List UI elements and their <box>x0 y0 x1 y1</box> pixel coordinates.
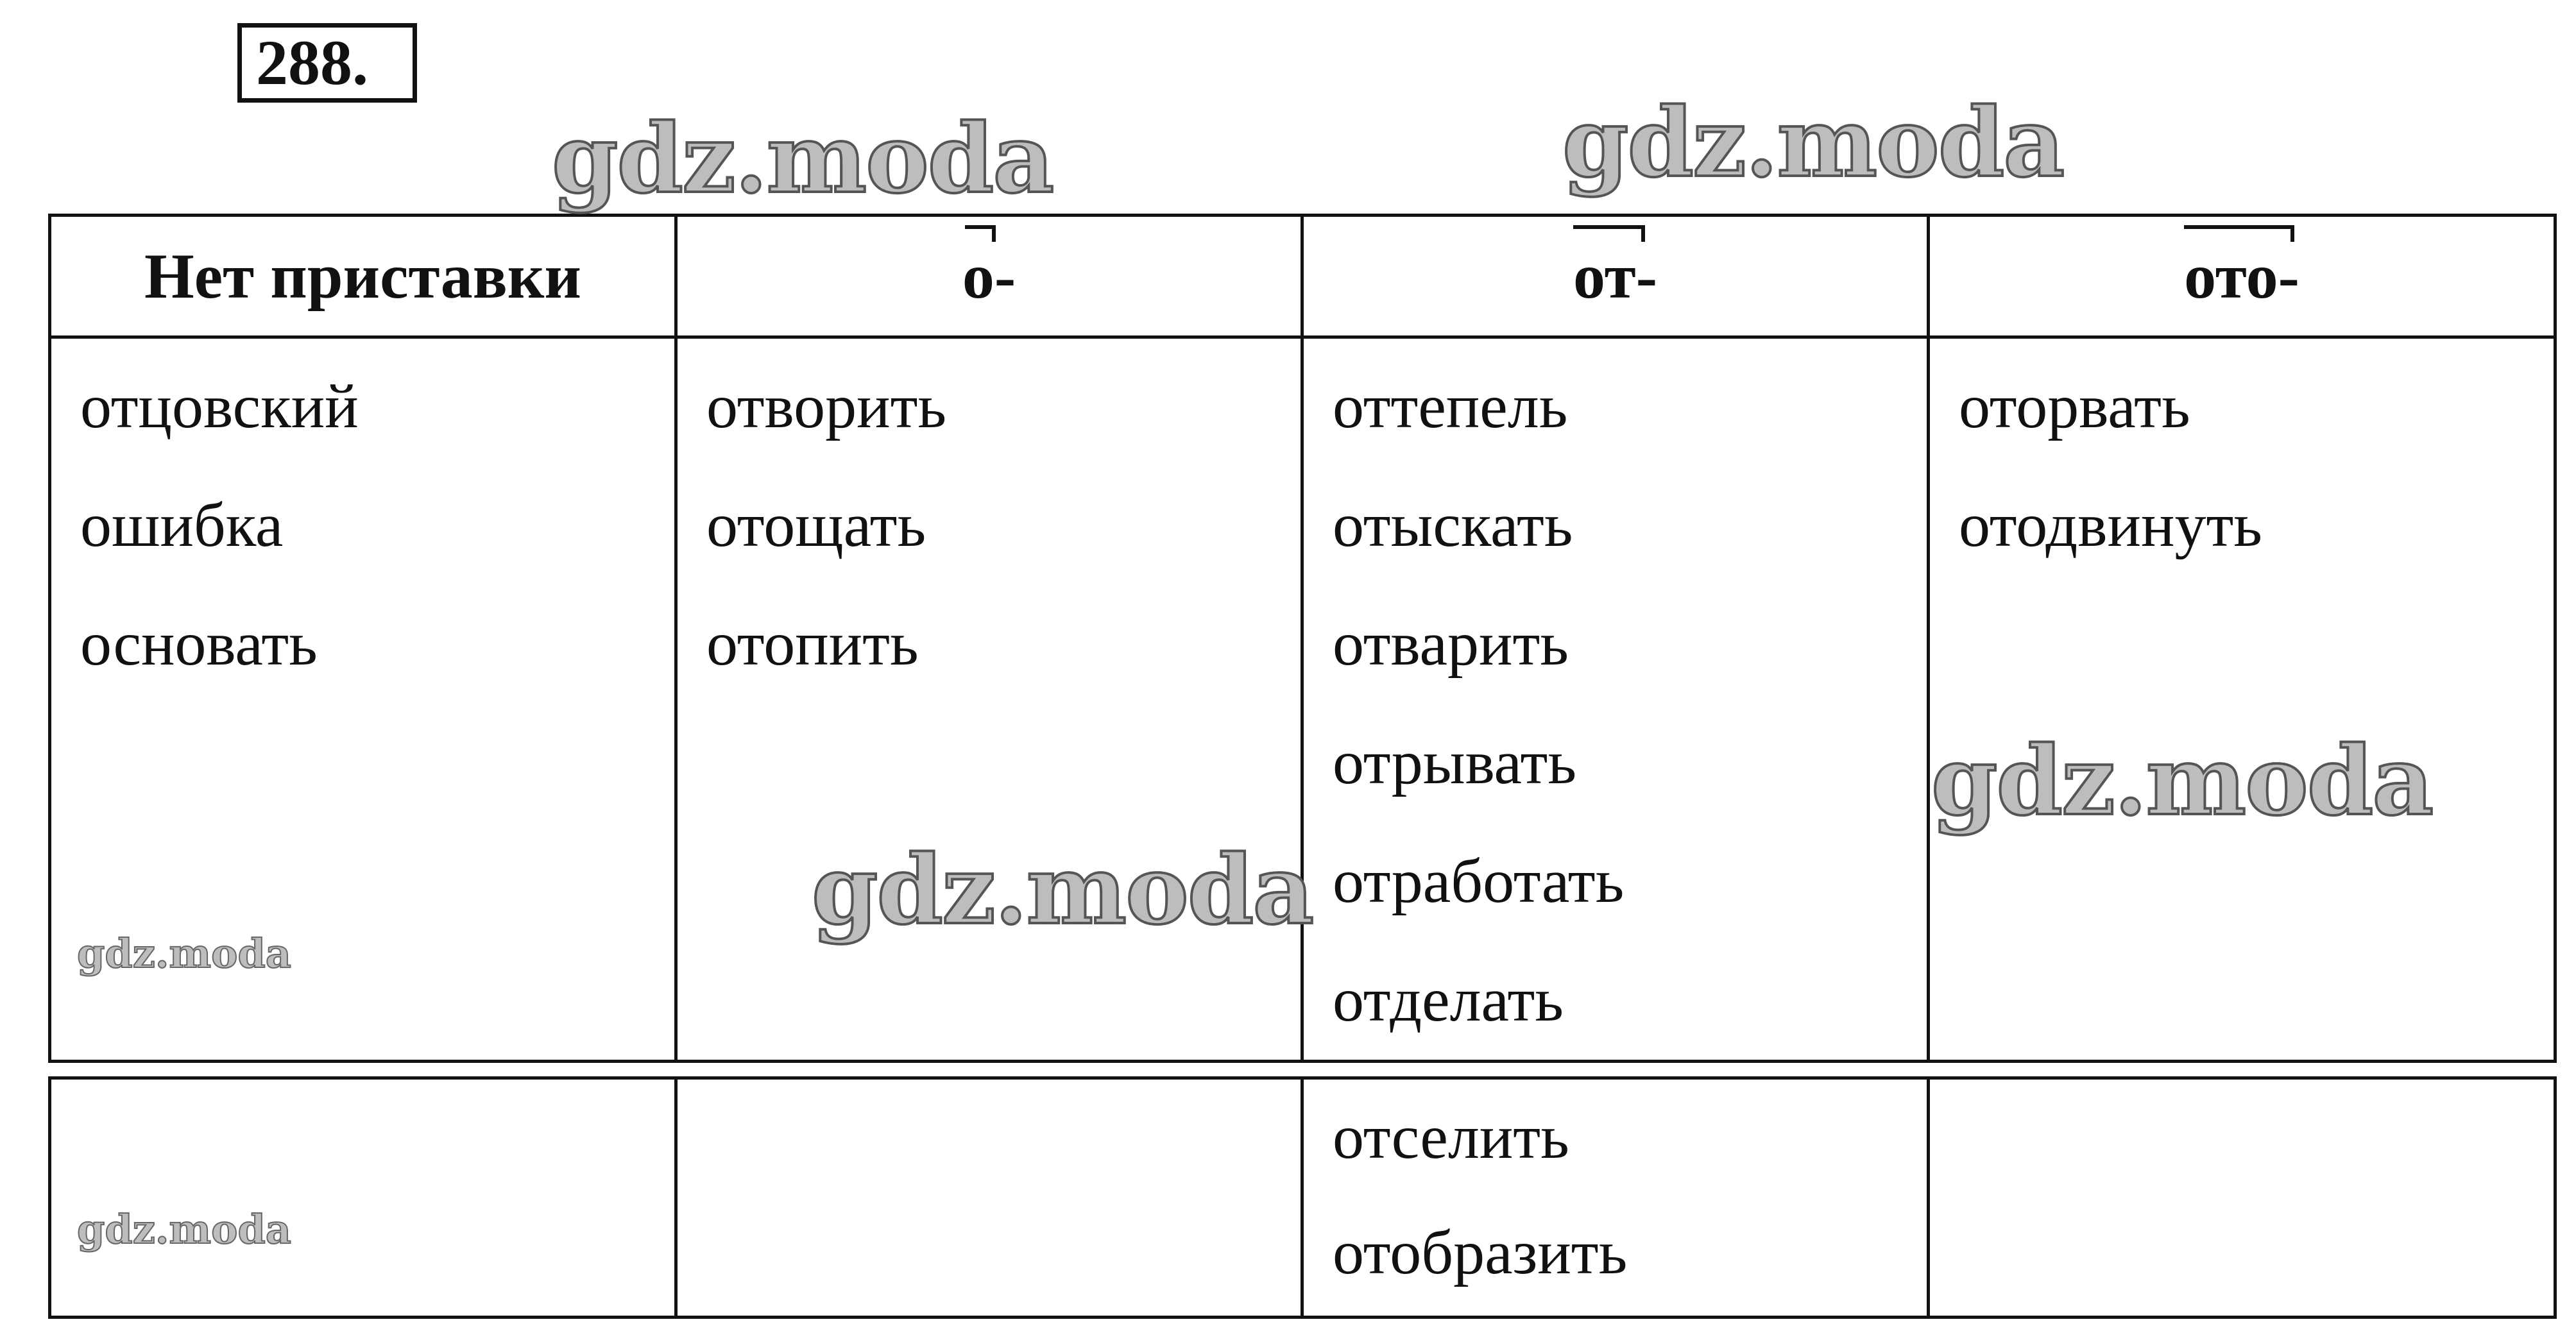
word-item: отделать <box>1333 965 1564 1035</box>
watermark: gdz.moda <box>77 1206 291 1253</box>
prefix-mark <box>2184 225 2294 242</box>
word-item: отодвинуть <box>1959 491 2262 560</box>
continuation-row <box>50 1078 2555 1318</box>
word-item: оттепель <box>1333 372 1568 441</box>
prefix-mark <box>965 225 996 242</box>
word-item: оторвать <box>1959 372 2190 441</box>
header-label: от- <box>1573 241 1658 312</box>
watermark: gdz.moda <box>812 834 1313 946</box>
word-list <box>1304 339 1927 1060</box>
header-label: Нет приставки <box>144 241 582 312</box>
watermark: gdz.moda <box>1931 725 2433 836</box>
word-item: отработать <box>1333 847 1625 916</box>
header-label: о- <box>962 241 1016 312</box>
continuation-prefix-o <box>676 1078 1302 1318</box>
column-prefix-o <box>676 337 1302 1062</box>
word-item: отварить <box>1333 609 1569 679</box>
continuation-no-prefix <box>50 1078 676 1318</box>
header-prefix-ot <box>1302 216 1929 337</box>
word-item: отобразить <box>1333 1218 1628 1287</box>
continuation-table <box>48 1076 2557 1319</box>
word-item: отрывать <box>1333 728 1577 797</box>
word-list <box>678 339 1301 704</box>
word-item: отощать <box>706 491 926 560</box>
prefix-mark <box>1573 225 1645 242</box>
prefix-with-mark <box>1573 239 1657 313</box>
continuation-prefix-ot <box>1302 1078 1929 1318</box>
header-row <box>50 216 2555 337</box>
word-item: ошибка <box>80 491 284 560</box>
body-row <box>50 337 2555 1062</box>
word-item: отопить <box>706 609 919 679</box>
column-prefix-ot <box>1302 337 1929 1062</box>
exercise-number: 288. <box>237 23 417 103</box>
word-list <box>1930 339 2554 585</box>
header-prefix-oto <box>1929 216 2555 337</box>
prefix-with-mark <box>2184 239 2299 313</box>
header-no-prefix <box>50 216 676 337</box>
watermark: gdz.moda <box>552 103 1053 214</box>
word-item: основать <box>80 609 318 679</box>
word-item: отворить <box>706 372 947 441</box>
word-list <box>51 339 674 704</box>
word-list <box>1304 1080 1927 1310</box>
word-item: отселить <box>1333 1103 1569 1172</box>
continuation-prefix-oto <box>1929 1078 2555 1318</box>
header-prefix-o <box>676 216 1302 337</box>
word-item: отцовский <box>80 372 359 441</box>
header-label: ото- <box>2184 241 2299 312</box>
prefix-with-mark <box>962 239 1016 313</box>
word-item: отыскать <box>1333 491 1573 560</box>
watermark: gdz.moda <box>77 930 291 977</box>
watermark: gdz.moda <box>1562 87 2064 198</box>
column-prefix-oto <box>1929 337 2555 1062</box>
